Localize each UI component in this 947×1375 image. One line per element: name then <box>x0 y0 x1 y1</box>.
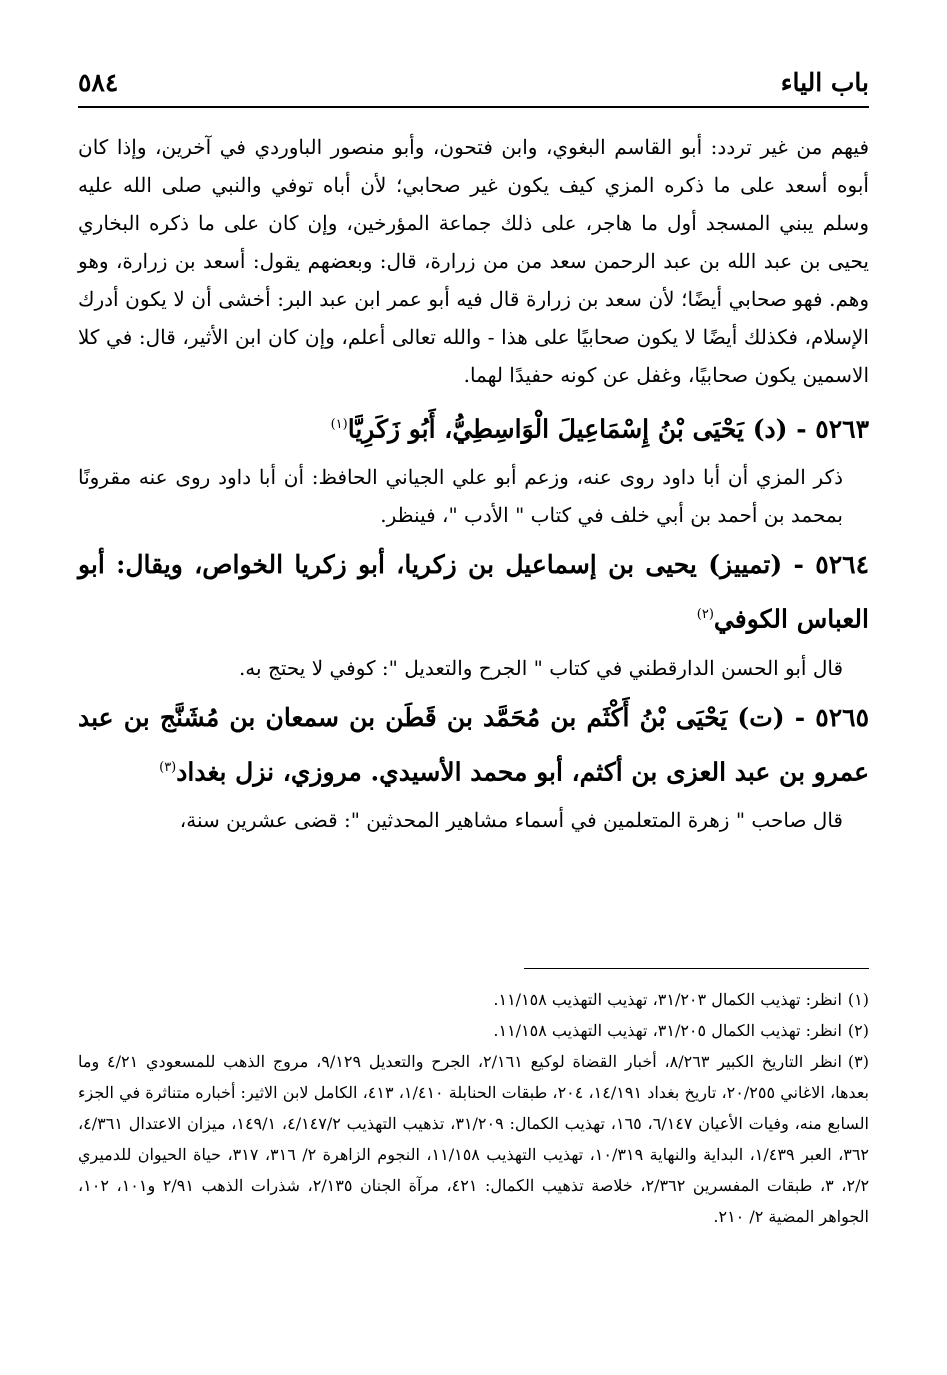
footnote-ref: (٣) <box>159 759 177 775</box>
footnote-text: انظر: تهذيب الكمال ٣١/٢٠٥، تهذيب التهذيب ١١/١٥٨. <box>493 1021 842 1040</box>
footnote-ref: (٢) <box>696 607 714 623</box>
entry-5264-title <box>78 540 869 644</box>
header-divider <box>78 106 869 108</box>
footnote-number: (١) <box>847 990 869 1009</box>
footnote-1 <box>78 984 869 1015</box>
entry-5265-text: قال صاحب " زهرة المتعلمين في أسماء مشاهير المحدثين ": قضى عشرين سنة، <box>179 807 843 832</box>
chapter-title: باب الياء <box>780 67 869 97</box>
footnote-text: انظر: تهذيب الكمال ٣١/٢٠٣، تهذيب التهذيب ١١/١٥٨. <box>493 990 842 1009</box>
page-number: ٥٨٤ <box>78 67 119 97</box>
entry-title-text: ٥٢٦٤ - (تمييز) يحيى بن إسماعيل بن زكريا، أبو زكريا الخواص، ويقال: أبو العباس الكوفي <box>78 550 869 634</box>
footnote-text: انظر التاريخ الكبير ٨/٢٦٣، أخبار القضاة لوكيع ٢/١٦١، الجرح والتعديل ٩/١٢٩، مروج الذهب للمسعودي ٤/٢١ وما بعدها، الاغاني ٢٠/٢٥٥، تاريخ بغداد ١٤/١٩١، ٢٠٤، طبقات الحنابلة ١/٤١٠، ٤١٣، الكامل لابن الاثير: أخباره متناثرة في الجزء السابع منه، وفيات الأعيان ٦/١٤٧، ١٦٥، تهذيب الكمال: ٣١/٢٠٩، تذهيب التهذيب ٤/١٤٧/٢، ١٤٩/١، ميزان الاعتدال ٤/٣٦١، ٣٦٢، العبر ١/٤٣٩، البداية والنهاية ١٠/٣١٩، تهذيب التهذيب ١١/١٥٨، النجوم الزاهرة ٢/ ٣١٦، ٣١٧، حياة الحيوان للدميري ٢/٢، ٣، طبقات المفسرين ٢/٣٦٢، خلاصة تذهيب الكمال: ٤٢١، مرآة الجنان ٢/١٣٥، شذرات الذهب ٢/٩١ و١٠١، ١٠٢، الجواهر المضية ٢/ ٢١٠. <box>78 1052 870 1226</box>
entry-title-text: ٥٢٦٣ - (د) يَحْيَى بْنُ إِسْمَاعِيلَ الْوَاسِطِيُّ، أَبُو زَكَرِيَّا <box>347 414 869 444</box>
footnote-divider <box>524 968 869 969</box>
footnote-number: (٣) <box>847 1052 869 1071</box>
paragraph-continuation: فيهم من غير تردد: أبو القاسم البغوي، وابن فتحون، وأبو منصور الباوردي في آخرين، وإذا كان أبوه أسعد على ما ذكره المزي كيف يكون غير صحابي؛ لأن أباه توفي والنبي صلى الله عليه وسلم يبني المسجد أول ما هاجر، على ذلك جماعة المؤرخين، وإن كان على ما ذكره البخاري يحيى بن عبد الله بن عبد الرحمن سعد من من زرارة، قال: وبعضهم يقول: أسعد بن زرارة، وهو وهم. فهو صحابي أيضًا؛ لأن سعد بن زرارة قال فيه أبو عمر ابن عبد البر: أخشى أن لا يكون أدرك الإسلام، فكذلك أيضًا لا يكون صحابيًا على هذا - والله تعالى أعلم، وإن كان ابن الأثير، قال: في كلا الاسمين يكون صحابيًا، وغفل عن كونه حفيدًا لهما. <box>78 135 870 387</box>
footnote-3 <box>78 1046 869 1232</box>
entry-title-text: ٥٢٦٥ - (ت) يَحْيَى بْنُ أَكْثَم بن مُحَمَّد بن قَطَن بن سمعان بن مُشَنَّج بن عبد عمرو بن عبد العزى بن أكثم، أبو محمد الأسيدي. مروزي، نزل بغداد <box>78 702 869 786</box>
running-header <box>78 62 869 102</box>
main-text <box>78 128 869 839</box>
footnote-number: (٢) <box>847 1021 869 1040</box>
footnote-ref: (١) <box>330 417 348 432</box>
entry-5265-title <box>78 693 869 797</box>
footnote-2 <box>78 1015 869 1046</box>
entry-5263-title <box>78 400 869 454</box>
footnotes <box>78 984 869 1232</box>
entry-5264-text: قال أبو الحسن الدارقطني في كتاب " الجرح والتعديل ": كوفي لا يحتج به. <box>238 655 843 680</box>
entry-5263-text: ذكر المزي أن أبا داود روى عنه، وزعم أبو علي الجياني الحافظ: أن أبا داود روى عنه مقرونًا بمحمد بن أحمد بن أبي خلف في كتاب " الأدب "، فينظر. <box>78 465 844 528</box>
